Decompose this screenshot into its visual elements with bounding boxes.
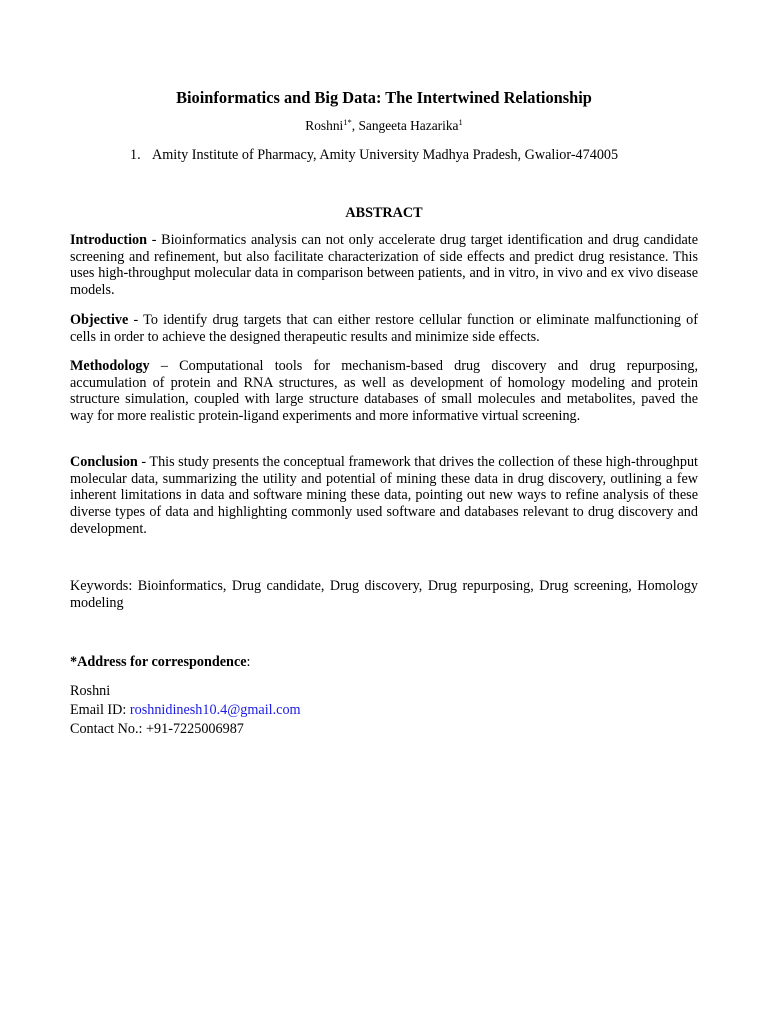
paper-title: Bioinformatics and Big Data: The Intertwined Relationship — [176, 88, 592, 107]
objective-text: - To identify drug targets that can either restore cellular function or eliminate malfunctioning of cells in order to achieve the designed therapeutic results and minimize side effects. — [70, 312, 698, 345]
affiliation-text: Amity Institute of Pharmacy, Amity University Madhya Pradesh, Gwalior-474005 — [152, 147, 619, 163]
correspondence-colon: : — [246, 654, 251, 670]
correspondence-name: Roshni — [70, 683, 111, 699]
objective-paragraph — [70, 312, 698, 345]
author-name: Sangeeta Hazarika — [358, 118, 459, 133]
objective-label: Objective — [70, 312, 129, 328]
affiliation — [130, 146, 750, 164]
methodology-paragraph — [70, 358, 698, 425]
introduction-text: - Bioinformatics analysis can not only accelerate drug target identification and drug candidate screening and refinement, but also facilitate characterization of side effects and predict drug resistance. This uses high-throughput molecular data in comparison between patients, and in vitro, in vivo and ex vivo disease models. — [70, 232, 698, 299]
correspondence-details — [70, 682, 301, 739]
introduction-paragraph — [70, 232, 698, 299]
email-label: Email ID: — [70, 702, 130, 718]
introduction-label: Introduction — [70, 232, 147, 248]
contact-number: Contact No.: +91-7225006987 — [70, 721, 244, 737]
conclusion-paragraph — [70, 454, 698, 538]
author-line — [0, 117, 768, 134]
email-link[interactable]: roshnidinesh10.4@gmail.com — [129, 702, 301, 718]
email-line — [70, 701, 301, 720]
author-name: Roshni — [305, 118, 344, 133]
affiliation-number: 1. — [130, 147, 141, 163]
correspondence-heading — [70, 653, 251, 671]
conclusion-label: Conclusion — [70, 454, 138, 470]
author-separator: , — [351, 118, 359, 133]
abstract-heading: ABSTRACT — [345, 205, 423, 221]
author-superscript: 1* — [343, 117, 352, 127]
correspondence-heading-text: *Address for correspondence — [70, 654, 247, 670]
methodology-label: Methodology — [70, 358, 150, 374]
conclusion-text: - This study presents the conceptual framework that drives the collection of these high-throughput molecular data, summarizing the utility and potential of mining these data in drug discovery, outlining a few inherent limitations in data and software mining these data, pointing out new ways to refine analysis of these diverse types of data and highlighting commonly used software and databases relevant to drug discovery and development. — [70, 454, 698, 537]
author-superscript: 1 — [458, 117, 463, 127]
keywords: Keywords: Bioinformatics, Drug candidate, Drug discovery, Drug repurposing, Drug screening, Homology modeling — [70, 578, 698, 611]
methodology-text: – Computational tools for mechanism-based drug discovery and drug repurposing, accumulation of protein and RNA structures, as well as development of homology modeling and protein structure simulation, coupled with large structure databases of small molecules and metabolites, paved the way for more realistic protein-ligand experiments and more informative virtual screening. — [70, 358, 698, 425]
